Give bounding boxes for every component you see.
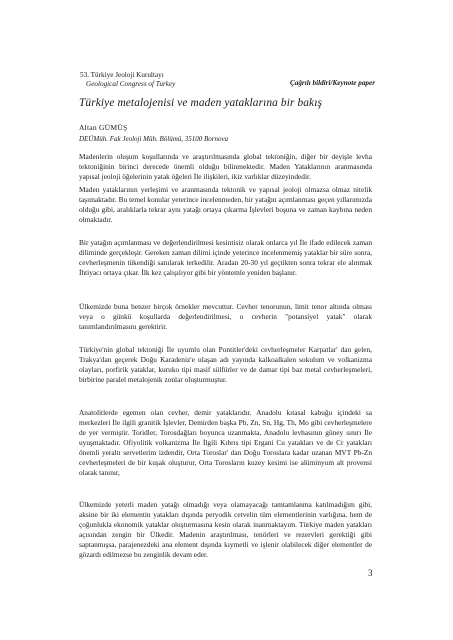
body-paragraph-6: Anatolitlerde egemen olan cevher, demir yataklarıdır. Anadolu kıtasal kabuğu içindeki sa merkezleri İle ilgili granitik İşlevler, Demirden başka Pb, Zn, Sn, Hg, Th, Mo gibi cevherleşmelere de yer vermiştir. Toridler, Torosdağları boyunca uzanmakta, Anadolu levhasının güney sınırı İle uyuşmaktadır. Ofiyolitik volkanizma İle İlgili Kıbrıs tipi Ergani Cu yatakları ve de Cr yatakları önemli yeraltı servetlerim izdendir, Orta Toroslar' dan Doğu Toroslara kadar uzanan MVT Pb-Zn cevherleşmeleri de bir kuşak oluşturur, Orta Torosların kuzey kesimi ise alüminyum alt provensi olarak tanınır, xyxy=(79,408,372,477)
body-paragraph-4: Ülkemizde buna benzer birçok örnekler mevcuttur. Cevher tenorunun, limit tenor altında olması veya o günkü koşullarda değerlendirilmesi, o cevherin "potansiyel yatak" olarak tanımlandırılmasını gerektirir. xyxy=(79,302,372,331)
keynote-label: Çağrılı bildiri/Keynote paper xyxy=(289,79,375,87)
conference-name-tr: 53. Türkiye Jeoloji Kurultayı xyxy=(80,71,164,79)
body-paragraph-2: Maden yataklarının yerleşimi ve aranmasında tektonik ve yapısal jeoloji olmazsa olmaz nitelik taşımaktadır. Bu temel konular yeterince incelenmeden, bir yatağın açımlanması geçen yıllarımızda olduğu gibi, aralıklarla tekrar aynı yatağı ortaya çıkarma İşlevleri boşuna ve zaman kaybına neden olmaktadır. xyxy=(79,185,372,224)
conference-name-en: Geological Congress of Turkey xyxy=(86,80,176,88)
body-paragraph-5: Türkiye'nin global tektoniği İle uyumlu olan Pontitler'deki cevherleşmeler Karpatlar' dan gelen, Trakya'dan geçerek Doğu Karadeniz'e ulaşan adı yayında kalkoalkalen sokulum ve volkanizma olayları, porfirik yataklar, kuruko tipi masif sülfürler ve de damar tipi baz metal cevherleşmeleri, birbirine paralel metalojenik zonlar oluşturmuştur. xyxy=(79,345,372,384)
body-paragraph-7: Ülkemizde yeterli maden yatağı olmadığı veya olamayacağı tamtamlanma katılmadığım gibi, aksine bir iki elementin yatakları dışında peryodik cetvelin tüm elementlerinin varlığına, hem de çoğunlukla ekonomik yataklar oluşturmasına kesin olarak inanmaktayım. Türkiye maden yatakları açısından zengin bir Ülkedir. Madenin araştırılması, tenörleri ve rezervleri gerektiği gibi saptanmışsa, parajenezdeki ana element dışında kıymetli ve işlenir olabilecek diğer elementler de gözardı edilmezse bu zenginlik devam eder. xyxy=(79,500,372,559)
page-number: 3 xyxy=(368,568,373,578)
paper-title: Türkiye metalojenisi ve maden yataklarına bir bakış xyxy=(79,97,322,109)
author-name: Altan GÜMÜŞ xyxy=(79,123,128,132)
author-affiliation: DEÜMüh. Fak Jeoloji Müh. Bölümü, 35100 Bornova xyxy=(79,135,229,143)
body-paragraph-1: Madenlerin oluşum koşullarında ve araştırılmasında global tektoniğin, diğer bir deyişle levha tektoniğinin birinci derecede önemli olduğu bilinmektedir. Maden Yataklarının aranmasında yapısal jeoloji öğelerinin yatak öğeleri İle ilişkileri, ikiz varlıklar düzeyindedir. xyxy=(79,152,372,181)
body-paragraph-3: Bir yatağın açımlanması ve değerlendirilmesi kesintisiz olarak onlarca yıl İle ifade edilecek zaman diliminde gerçekleşir. Gereken zaman dilimi içinde yeterince incelenmemiş yataklar bir süre sonra, cevherleşmenin tükendiği sanılarak terkedilir. Aradan 20-30 yıl geçtikten sonra tekrar ele alınmak İhtiyacı ortaya çıkar. İlk kez çalışılıyor gibi bir yöntemle yeniden başlanır. xyxy=(79,238,372,277)
conference-header xyxy=(80,71,175,89)
